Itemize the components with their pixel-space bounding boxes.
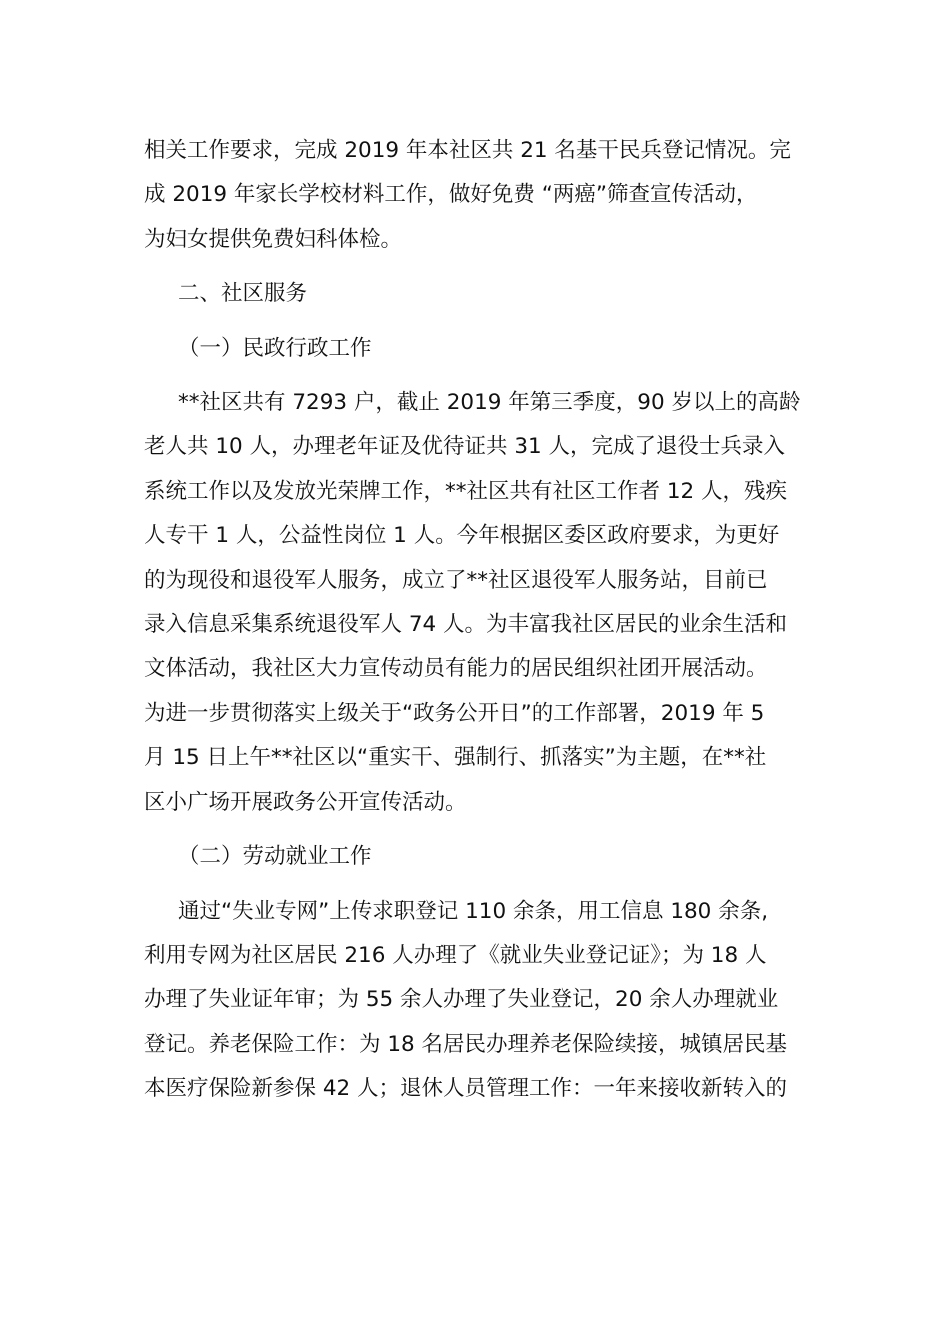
text-line: 为进一步贯彻落实上级关于“政务公开日”的工作部署，2019 年 5	[144, 700, 765, 726]
text-line: **社区共有 7293 户，截止 2019 年第三季度，90 岁以上的高龄	[178, 390, 801, 416]
subsection-heading-civil-affairs: （一）民政行政工作	[178, 335, 372, 361]
text-line: 成 2019 年家长学校材料工作，做好免费 “两癌”筛查宣传活动，	[144, 182, 758, 208]
text-line: 登记。养老保险工作：为 18 名居民办理养老保险续接，城镇居民基	[144, 1031, 788, 1057]
employment-paragraph	[144, 890, 809, 1112]
text-line: 为妇女提供免费妇科体检。	[144, 226, 403, 252]
text-line: 系统工作以及发放光荣牌工作，**社区共有社区工作者 12 人，残疾	[144, 478, 788, 504]
text-line: 通过“失业专网”上传求职登记 110 余条，用工信息 180 余条,	[178, 898, 769, 924]
text-line: 录入信息采集系统退役军人 74 人。为丰富我社区居民的业余生活和	[144, 612, 788, 638]
text-line: 本医疗保险新参保 42 人；退休人员管理工作：一年来接收新转入的	[144, 1076, 788, 1102]
civil-affairs-paragraph	[144, 381, 809, 825]
text-line: 的为现役和退役军人服务，成立了**社区退役军人服务站，目前已	[144, 567, 768, 593]
text-line: 利用专网为社区居民 216 人办理了《就业失业登记证》；为 18 人	[144, 942, 767, 968]
text-line: 老人共 10 人，办理老年证及优待证共 31 人，完成了退役士兵录入	[144, 434, 786, 460]
subsection-heading-employment: （二）劳动就业工作	[178, 844, 372, 870]
intro-paragraph	[144, 129, 809, 262]
document-body	[144, 129, 809, 1112]
text-line: 相关工作要求，完成 2019 年本社区共 21 名基干民兵登记情况。完	[144, 138, 791, 163]
section-heading: 二、社区服务	[178, 281, 308, 307]
text-line: 办理了失业证年审；为 55 余人办理了失业登记，20 余人办理就业	[144, 987, 779, 1013]
text-line: 文体活动，我社区大力宣传动员有能力的居民组织社团开展活动。	[144, 656, 768, 682]
text-line: 人专干 1 人，公益性岗位 1 人。今年根据区委区政府要求，为更好	[144, 523, 780, 549]
text-line: 月 15 日上午**社区以“重实干、强制行、抓落实”为主题，在**社	[144, 745, 767, 771]
text-line: 区小广场开展政务公开宣传活动。	[144, 789, 467, 815]
